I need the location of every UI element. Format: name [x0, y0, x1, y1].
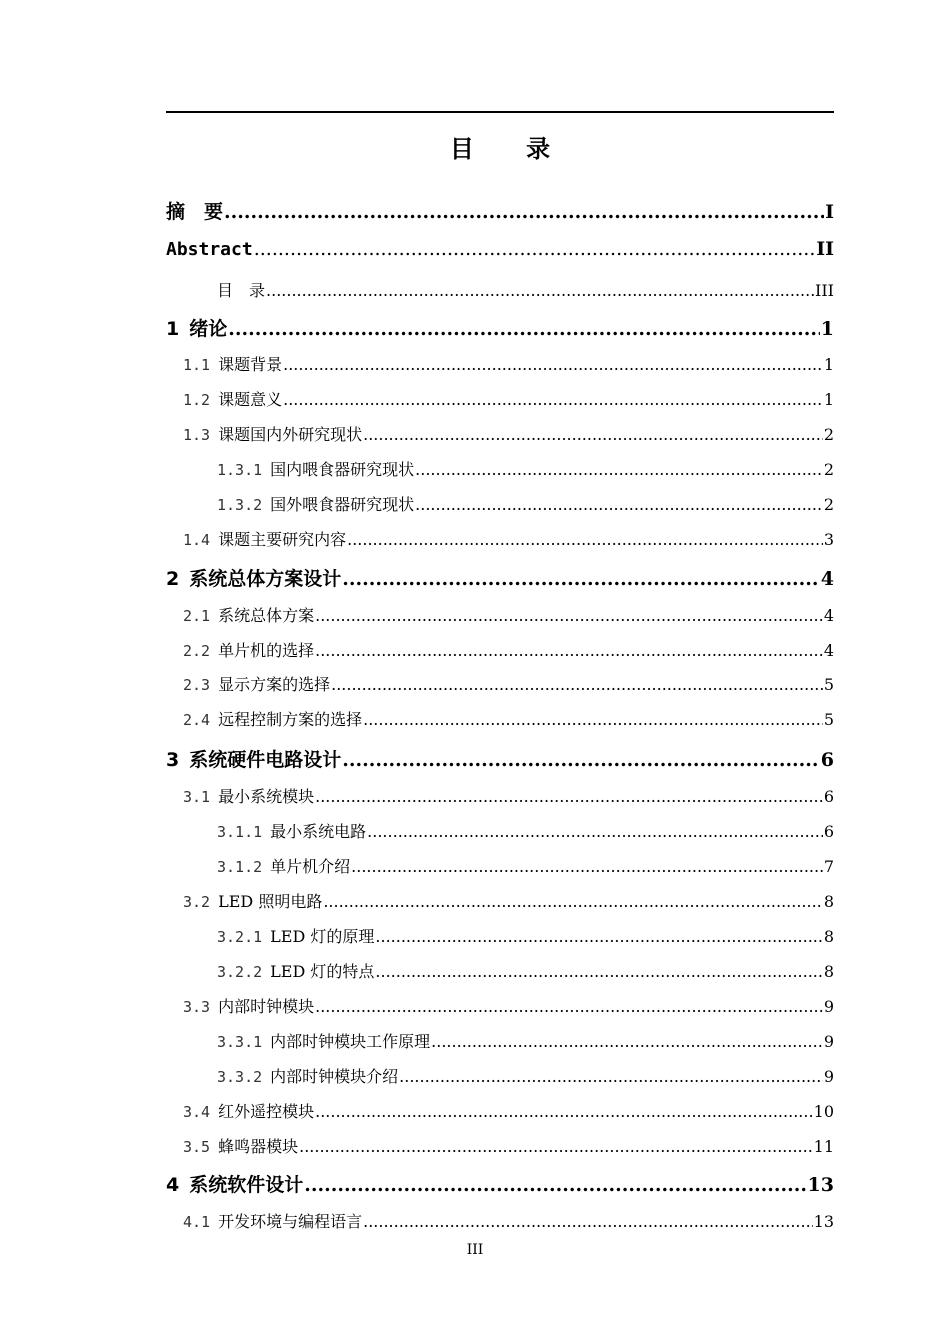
toc-entry-label	[183, 707, 362, 730]
toc-entry-text: 开发环境与编程语言	[218, 1212, 363, 1231]
toc-entry-number: 2	[166, 568, 180, 590]
toc-entry-page: II	[816, 238, 834, 260]
toc-leader-dots	[283, 390, 823, 409]
toc-entry[interactable]	[166, 672, 834, 698]
toc-title: 目 录	[449, 135, 573, 163]
toc-entry-number: 3.1	[183, 788, 211, 806]
toc-entry[interactable]	[166, 1134, 834, 1160]
toc-entry-label	[183, 1099, 314, 1122]
toc-entry[interactable]	[166, 387, 834, 413]
toc-entry-text: 课题主要研究内容	[218, 530, 347, 549]
toc-entry-page: 9	[823, 997, 834, 1016]
toc-leader-dots	[315, 997, 823, 1016]
toc-entry-page: 2	[823, 460, 834, 479]
toc-entry-label	[183, 672, 330, 695]
toc-entry-page: 8	[823, 892, 834, 911]
toc-entry[interactable]	[166, 527, 834, 553]
toc-entry-text: 内部时钟模块介绍	[270, 1067, 399, 1086]
toc-entry-number: 4	[166, 1174, 180, 1196]
toc-leader-dots	[342, 749, 820, 771]
toc-entry-page: 2	[823, 425, 834, 444]
toc-entry-text: 红外遥控模块	[218, 1102, 315, 1121]
toc-entry-text: 课题背景	[218, 355, 283, 374]
toc-entry-label	[183, 352, 282, 375]
toc-entry-label	[166, 564, 341, 591]
toc-entry-page: 6	[823, 822, 834, 841]
page-number-footer: III	[466, 1242, 484, 1258]
toc-entry-page: 1	[820, 318, 834, 340]
toc-entry-number: 1.3.2	[217, 496, 263, 514]
toc-entry-text: 内部时钟模块	[218, 997, 315, 1016]
toc-entry-number: 1.4	[183, 531, 211, 549]
toc-entry-label	[183, 422, 362, 445]
toc-entry-label	[183, 527, 346, 550]
toc-entry-page: 8	[823, 962, 834, 981]
toc-entry-text: 系统硬件电路设计	[189, 749, 342, 771]
toc-leader-dots	[254, 238, 816, 260]
toc-entry-number: 3.2.1	[217, 928, 263, 946]
toc-entry-number: 1.3	[183, 426, 211, 444]
toc-entry-page: 13	[813, 1212, 834, 1231]
toc-entry[interactable]	[166, 707, 834, 733]
toc-leader-dots	[347, 530, 823, 549]
toc-entry-label	[166, 1170, 303, 1197]
toc-entry[interactable]	[166, 238, 834, 268]
toc-entry-text: 系统总体方案设计	[189, 568, 342, 590]
toc-leader-dots	[415, 495, 823, 514]
toc-entry-page: 4	[823, 606, 834, 625]
toc-entry-number: 3	[166, 749, 180, 771]
toc-entry-number: 3.4	[183, 1103, 211, 1121]
toc-leader-dots	[363, 1212, 813, 1231]
toc-entry-number: 2.4	[183, 711, 211, 729]
toc-leader-dots	[228, 318, 820, 340]
toc-leader-dots	[224, 201, 824, 223]
toc-entry-label	[217, 924, 374, 947]
toc-leader-dots	[323, 892, 822, 911]
toc-entry[interactable]	[166, 959, 834, 985]
toc-entry-text: 摘 要	[166, 201, 224, 223]
toc-entry-text: 单片机的选择	[218, 641, 315, 660]
toc-leader-dots	[315, 606, 823, 625]
toc-entry[interactable]	[166, 889, 834, 915]
toc-entry-label	[217, 1029, 430, 1052]
toc-entry-page: 6	[820, 749, 834, 771]
toc-entry[interactable]	[166, 994, 834, 1020]
toc-entry-page: 13	[807, 1174, 834, 1196]
toc-entry-number: 3.2.2	[217, 963, 263, 981]
toc-entry-text: LED 灯的原理	[270, 927, 375, 946]
toc-entry-text: 国内喂食器研究现状	[270, 460, 415, 479]
toc-entry-label	[183, 603, 314, 626]
toc-leader-dots	[431, 1032, 823, 1051]
toc-entry-label	[217, 278, 265, 301]
toc-leader-dots	[299, 1137, 813, 1156]
toc-entry-number: 4.1	[183, 1213, 211, 1231]
toc-entry[interactable]	[166, 1064, 834, 1090]
toc-leader-dots	[375, 927, 822, 946]
toc-entry-text: 最小系统电路	[270, 822, 367, 841]
toc-leader-dots	[351, 857, 823, 876]
toc-entry-number: 3.5	[183, 1138, 211, 1156]
toc-entry[interactable]	[166, 422, 834, 448]
toc-entry[interactable]	[166, 278, 834, 304]
toc-entry-number: 3.3.1	[217, 1033, 263, 1051]
toc-entry-text: Abstract	[166, 239, 253, 260]
toc-entry-page: 7	[823, 857, 834, 876]
toc-entry-text: 系统总体方案	[218, 606, 315, 625]
toc-entry-page: 11	[813, 1137, 834, 1156]
toc-entry-page: 4	[820, 568, 834, 590]
toc-entry-label	[166, 314, 227, 341]
toc-entry-label	[217, 959, 374, 982]
toc-entry-label	[183, 1134, 298, 1157]
toc-entry[interactable]	[166, 924, 834, 950]
toc-entry-page: 10	[813, 1102, 834, 1121]
toc-entry[interactable]	[166, 854, 834, 880]
toc-leader-dots	[315, 641, 823, 660]
toc-entry-number: 3.3	[183, 998, 211, 1016]
toc-entry-number: 2.3	[183, 676, 211, 694]
toc-entry-text: 内部时钟模块工作原理	[270, 1032, 431, 1051]
toc-leader-dots	[315, 1102, 813, 1121]
toc-leader-dots	[399, 1067, 823, 1086]
toc-entry-label	[183, 994, 314, 1017]
toc-entry[interactable]	[166, 819, 834, 845]
toc-entry-number: 1	[166, 318, 180, 340]
toc-entry-page: 4	[823, 641, 834, 660]
toc-entry-label	[217, 492, 414, 515]
toc-leader-dots	[367, 822, 823, 841]
toc-entry-page: 1	[823, 355, 834, 374]
toc-entry[interactable]	[166, 603, 834, 629]
toc-entry-text: 单片机介绍	[270, 857, 351, 876]
toc-entry-text: 国外喂食器研究现状	[270, 495, 415, 514]
toc-entry-label	[183, 1209, 362, 1232]
toc-entry[interactable]	[166, 564, 834, 594]
toc-entry-text: 课题意义	[218, 390, 283, 409]
toc-entry-label	[166, 197, 223, 224]
toc-entry-text: 最小系统模块	[218, 787, 315, 806]
toc-entry-label	[183, 889, 322, 912]
toc-entry-page: 9	[823, 1032, 834, 1051]
toc-leader-dots	[315, 787, 823, 806]
toc-entry[interactable]	[166, 492, 834, 518]
toc-entry-label	[217, 854, 350, 877]
toc-entry-text: 课题国内外研究现状	[218, 425, 363, 444]
toc-entry-text: 蜂鸣器模块	[218, 1137, 299, 1156]
toc-leader-dots	[375, 962, 822, 981]
toc-entry-page: I	[825, 201, 834, 223]
toc-leader-dots	[363, 710, 823, 729]
toc-leader-dots	[283, 355, 823, 374]
toc-entry-page: III	[815, 281, 834, 300]
toc-leader-dots	[304, 1174, 806, 1196]
toc-entry-label	[166, 745, 341, 772]
toc-leader-dots	[342, 568, 820, 590]
toc-leader-dots	[363, 425, 823, 444]
toc-entry[interactable]	[166, 1209, 834, 1235]
toc-entry[interactable]	[166, 638, 834, 664]
toc-leader-dots	[415, 460, 823, 479]
toc-entry-text: 显示方案的选择	[218, 675, 331, 694]
toc-entry-number: 2.1	[183, 607, 211, 625]
toc-entry[interactable]	[166, 457, 834, 483]
toc-entry[interactable]	[166, 745, 834, 775]
toc-entry-number: 3.3.2	[217, 1068, 263, 1086]
toc-entry-page: 2	[823, 495, 834, 514]
toc-entry-page: 6	[823, 787, 834, 806]
toc-entry-text: 远程控制方案的选择	[218, 710, 363, 729]
toc-entry[interactable]	[166, 784, 834, 810]
toc-entry-label	[217, 819, 366, 842]
toc-entry-label	[217, 1064, 398, 1087]
toc-entry[interactable]	[166, 1099, 834, 1125]
toc-entry-text: LED 照明电路	[218, 892, 323, 911]
toc-entry[interactable]	[166, 1029, 834, 1055]
toc-entry-page: 5	[823, 710, 834, 729]
toc-entry-number: 3.2	[183, 893, 211, 911]
toc-entry-number: 2.2	[183, 642, 211, 660]
toc-entry[interactable]	[166, 197, 834, 227]
toc-entry[interactable]	[166, 352, 834, 378]
toc-entry-number: 1.1	[183, 356, 211, 374]
toc-entry[interactable]	[166, 314, 834, 344]
toc-entry-page: 1	[823, 390, 834, 409]
toc-entry-page: 5	[823, 675, 834, 694]
toc-entry-number: 1.2	[183, 391, 211, 409]
toc-entry-text: LED 灯的特点	[270, 962, 375, 981]
toc-entry-text: 绪论	[189, 318, 228, 340]
toc-entry-number: 3.1.2	[217, 858, 263, 876]
toc-entry-label	[217, 457, 414, 480]
toc-entry-label	[183, 387, 282, 410]
toc-entry-page: 9	[823, 1067, 834, 1086]
toc-entry-page: 8	[823, 927, 834, 946]
toc-entry-number: 3.1.1	[217, 823, 263, 841]
toc-entry-text: 系统软件设计	[189, 1174, 304, 1196]
toc-leader-dots	[331, 675, 823, 694]
toc-entry-label	[183, 784, 314, 807]
toc-entry[interactable]	[166, 1170, 834, 1200]
toc-entry-text: 目 录	[217, 281, 266, 300]
toc-entry-label	[166, 239, 253, 260]
toc-entry-number: 1.3.1	[217, 461, 263, 479]
header-rule	[166, 111, 834, 113]
toc-entry-label	[183, 638, 314, 661]
toc-entry-page: 3	[823, 530, 834, 549]
toc-leader-dots	[266, 281, 814, 300]
